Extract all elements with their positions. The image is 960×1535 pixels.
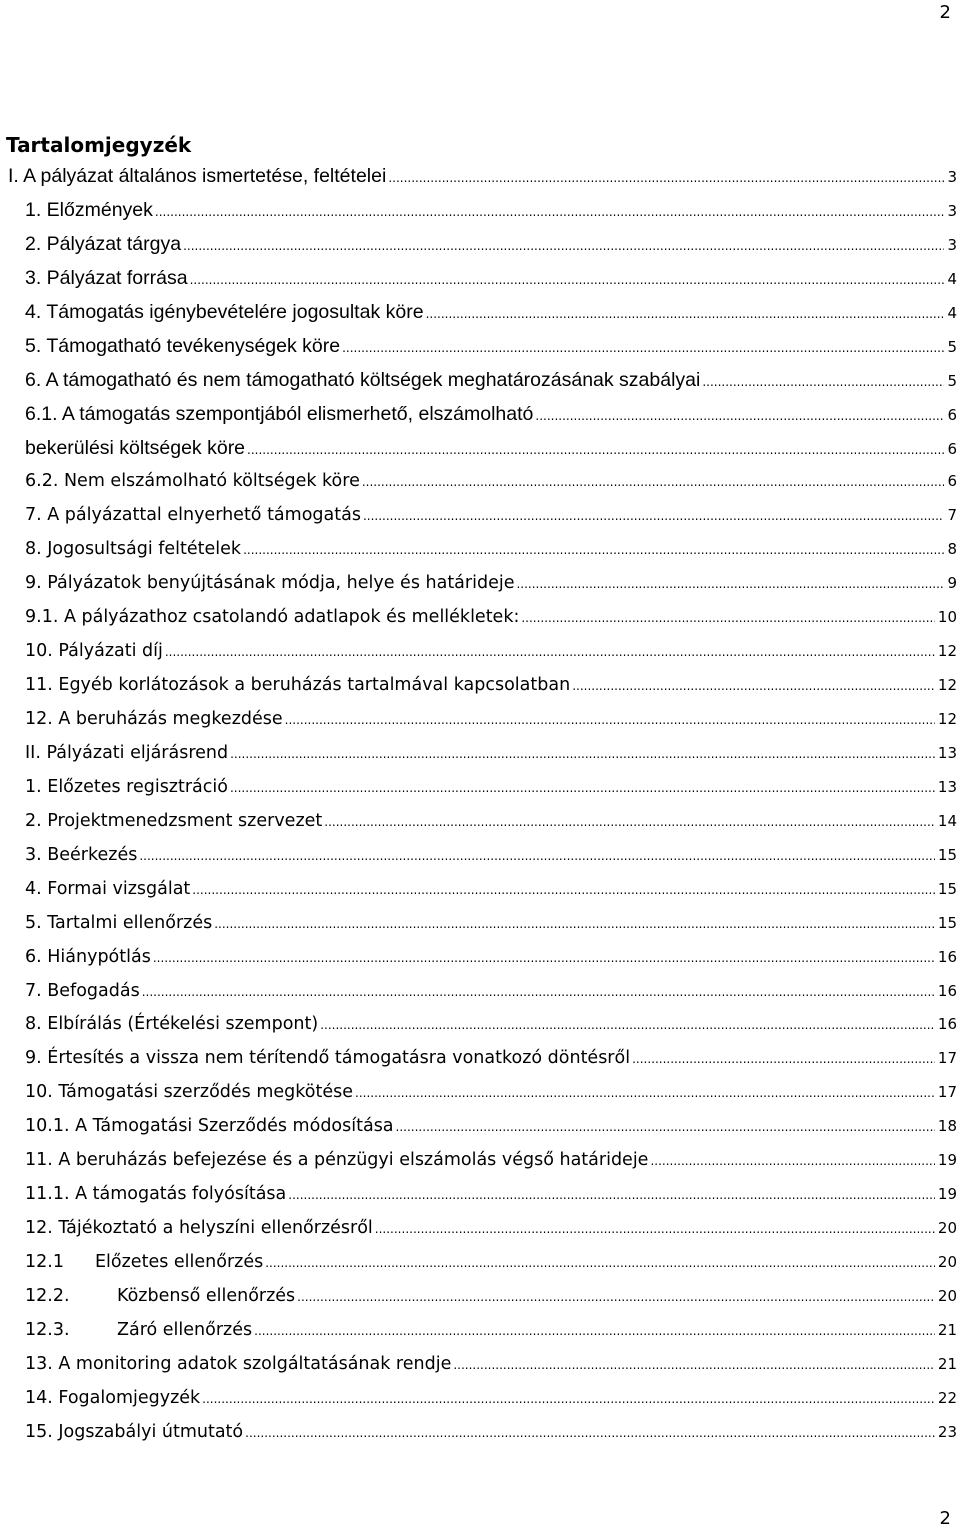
toc-entry-label: 10. Támogatási szerződés megkötése [25,1082,353,1103]
toc-entry-page: 21 [937,1354,957,1373]
toc-dot-leader [535,400,944,434]
toc-title: Tartalomjegyzék [6,133,192,157]
toc-entry[interactable] [6,839,960,873]
toc-dot-leader [214,908,935,942]
toc-entry-number: 12.1 [25,1252,64,1272]
toc-entry-page: 6 [947,472,957,491]
toc-entry-label: 11. A beruházás befejezése és a pénzügyi elszámolás végső határideje [25,1150,649,1171]
toc-dot-leader [702,366,944,400]
toc-list [6,160,960,1450]
toc-entry-label: 7. A pályázattal elnyerhető támogatás [25,505,361,526]
toc-entry[interactable] [6,1008,960,1042]
toc-entry-page: 12 [937,676,957,695]
toc-entry[interactable] [6,364,960,398]
toc-entry-page: 5 [947,337,957,356]
toc-entry-label: 2. Projektmenedzsment szervezet [25,810,323,831]
toc-dot-leader [153,942,935,976]
toc-dot-leader [521,602,935,636]
toc-dot-leader [155,196,945,230]
toc-entry-page: 21 [937,1320,957,1339]
toc-dot-leader [388,162,944,196]
toc-entry-label: 3. Pályázat forrása [25,266,188,289]
toc-entry[interactable] [6,533,960,567]
toc-entry-label: 10.1. A Támogatási Szerződés módosítása [25,1116,394,1137]
toc-entry-label: 7. Befogadás [25,980,140,1001]
page-number-bottom: 2 [939,1508,951,1529]
toc-entry[interactable] [6,975,960,1009]
toc-entry[interactable] [6,1246,960,1280]
toc-entry-label: 1. Előzmények [25,198,153,221]
toc-dot-leader [230,738,935,772]
toc-dot-leader [202,1383,935,1417]
toc-entry-page: 14 [937,811,957,830]
toc-entry-page: 20 [937,1219,957,1238]
toc-entry[interactable] [6,567,960,601]
toc-entry[interactable] [6,330,960,364]
toc-entry-page: 12 [937,642,957,661]
toc-entry-page: 6 [947,405,957,424]
toc-entry-text: Záró ellenőrzés [117,1319,253,1340]
toc-entry[interactable] [6,771,960,805]
toc-entry[interactable] [6,941,960,975]
toc-entry[interactable] [6,160,960,194]
toc-entry-label: 5. Tartalmi ellenőrzés [25,912,213,933]
toc-entry-page: 16 [937,1015,957,1034]
toc-entry-page: 16 [937,981,957,1000]
toc-entry-page: 20 [937,1286,957,1305]
toc-dot-leader [355,1077,935,1111]
toc-entry-page: 5 [947,371,957,390]
toc-entry[interactable] [6,228,960,262]
page-number-top: 2 [939,2,951,23]
toc-entry[interactable] [6,1110,960,1144]
toc-entry-page: 19 [937,1151,957,1170]
toc-entry-label: 9.1. A pályázathoz csatolandó adatlapok és mellékletek: [25,607,520,628]
toc-entry-label: 6. Hiánypótlás [25,946,151,967]
toc-entry-page: 3 [947,168,957,186]
toc-entry-page: 15 [937,879,957,898]
toc-entry-label: 2. Pályázat tárgya [25,232,182,255]
toc-dot-leader [254,1315,935,1349]
toc-entry[interactable] [6,1178,960,1212]
toc-entry-label [25,1246,263,1280]
toc-entry-page: 19 [937,1185,957,1204]
toc-entry-page: 23 [937,1422,957,1441]
toc-entry-page: 18 [937,1117,957,1136]
toc-dot-leader [320,1009,935,1043]
toc-dot-leader [183,230,944,264]
toc-dot-leader [297,1281,935,1315]
toc-entry[interactable] [6,1348,960,1382]
toc-entry-label: 12. A beruházás megkezdése [25,709,283,729]
toc-entry-page: 17 [937,1049,957,1068]
toc-entry-label: I. A pályázat általános ismertetése, feltételei [8,165,387,187]
toc-entry-label: 6. A támogatható és nem támogatható költségek meghatározásának szabályai [25,368,701,391]
toc-entry-page: 22 [937,1388,957,1407]
toc-dot-leader [192,874,935,908]
toc-entry-page: 13 [937,777,957,796]
toc-entry-page: 17 [937,1083,957,1102]
toc-dot-leader [453,1349,935,1383]
toc-entry-page: 10 [937,608,957,627]
toc-entry-label: 11.1. A támogatás folyósítása [25,1184,287,1205]
toc-entry[interactable] [6,1042,960,1076]
toc-entry[interactable] [6,432,960,466]
toc-entry-label: 15. Jogszabályi útmutató [25,1421,244,1442]
toc-entry-page: 3 [947,201,957,220]
toc-entry[interactable] [6,601,960,635]
toc-dot-leader [375,1213,935,1247]
toc-entry-label: 6.2. Nem elszámolható költségek köre [25,471,360,492]
toc-entry[interactable] [6,194,960,228]
toc-entry-label: 5. Támogatható tevékenységek köre [25,334,341,357]
toc-dot-leader [142,976,935,1010]
toc-dot-leader [516,568,944,602]
toc-entry-page: 20 [937,1253,957,1271]
toc-dot-leader [245,1417,935,1451]
toc-entry-page: 15 [937,913,957,932]
toc-entry-number: 12.2. [25,1285,70,1306]
toc-dot-leader [190,264,945,298]
toc-dot-leader [632,1043,935,1077]
toc-entry-page: 6 [947,439,957,458]
toc-dot-leader [572,670,935,704]
toc-entry-page: 7 [947,506,957,525]
toc-entry[interactable] [6,296,960,330]
toc-dot-leader [396,1111,935,1145]
toc-dot-leader [265,1247,935,1281]
toc-entry-text: Előzetes ellenőrzés [95,1252,264,1272]
toc-entry-label: bekerülési költségek köre [25,436,246,459]
toc-dot-leader [165,636,935,670]
toc-entry-page: 16 [937,947,957,966]
toc-dot-leader [285,704,935,738]
toc-entry[interactable] [6,262,960,296]
toc-entry[interactable] [6,1144,960,1178]
toc-entry-page: 3 [947,235,957,254]
toc-dot-leader [650,1145,934,1179]
toc-entry-page: 8 [947,540,957,559]
toc-entry[interactable] [6,465,960,499]
toc-entry-label: 10. Pályázati díj [25,641,163,662]
toc-entry[interactable] [6,669,960,703]
toc-entry-page: 13 [937,743,957,762]
toc-dot-leader [342,332,944,366]
toc-entry-page: 4 [947,303,957,322]
toc-dot-leader [288,1179,935,1213]
toc-entry[interactable] [6,499,960,533]
toc-entry[interactable] [6,703,960,737]
toc-entry-page: 12 [937,710,957,728]
toc-entry[interactable] [6,1280,960,1314]
toc-entry-label [25,1314,252,1348]
toc-entry[interactable] [6,1314,960,1348]
toc-entry-label: 8. Jogosultsági feltételek [25,539,242,560]
toc-entry[interactable] [6,1212,960,1246]
toc-entry-label: 8. Elbírálás (Értékelési szempont) [25,1014,319,1035]
toc-entry-label: II. Pályázati eljárásrend [25,742,229,763]
toc-dot-leader [139,840,935,874]
toc-entry[interactable] [6,873,960,907]
toc-dot-leader [247,434,944,468]
toc-entry-page: 4 [947,269,957,288]
toc-entry-label: 9. Pályázatok benyújtásának módja, helye és határideje [25,573,515,594]
toc-entry-page: 15 [937,845,957,864]
toc-dot-leader [363,500,945,534]
toc-entry-label: 4. Támogatás igénybevételére jogosultak köre [25,300,424,323]
toc-entry-page: 9 [947,574,957,593]
toc-entry-label: 6.1. A támogatás szempontjából elismerhető, elszámolható [25,402,534,425]
toc-entry-text: Közbenső ellenőrzés [117,1285,296,1306]
table-of-contents [6,130,960,1450]
toc-entry-label: 14. Fogalomjegyzék [25,1387,201,1408]
toc-entry-label: 1. Előzetes regisztráció [25,776,228,797]
toc-entry-label [25,1280,295,1314]
toc-entry[interactable] [6,1382,960,1416]
toc-dot-leader [230,772,935,806]
toc-dot-leader [324,806,935,840]
toc-dot-leader [426,298,945,332]
toc-entry[interactable] [6,1076,960,1110]
toc-entry-label: 4. Formai vizsgálat [25,878,191,899]
toc-entry-label: 3. Beérkezés [25,844,138,865]
toc-entry-label: 12. Tájékoztató a helyszíni ellenőrzésről [25,1218,373,1239]
toc-entry[interactable] [6,635,960,669]
toc-entry-label: 13. A monitoring adatok szolgáltatásának rendje [25,1353,452,1374]
toc-entry-label: 9. Értesítés a vissza nem térítendő támogatásra vonatkozó döntésről [25,1048,631,1069]
toc-entry[interactable] [6,737,960,771]
toc-entry[interactable] [6,398,960,432]
toc-entry[interactable] [6,1416,960,1450]
toc-entry-label: 11. Egyéb korlátozások a beruházás tartalmával kapcsolatban [25,675,571,696]
toc-entry-number: 12.3. [25,1319,70,1340]
toc-dot-leader [243,534,944,568]
toc-dot-leader [362,466,945,500]
toc-entry[interactable] [6,907,960,941]
toc-entry[interactable] [6,805,960,839]
